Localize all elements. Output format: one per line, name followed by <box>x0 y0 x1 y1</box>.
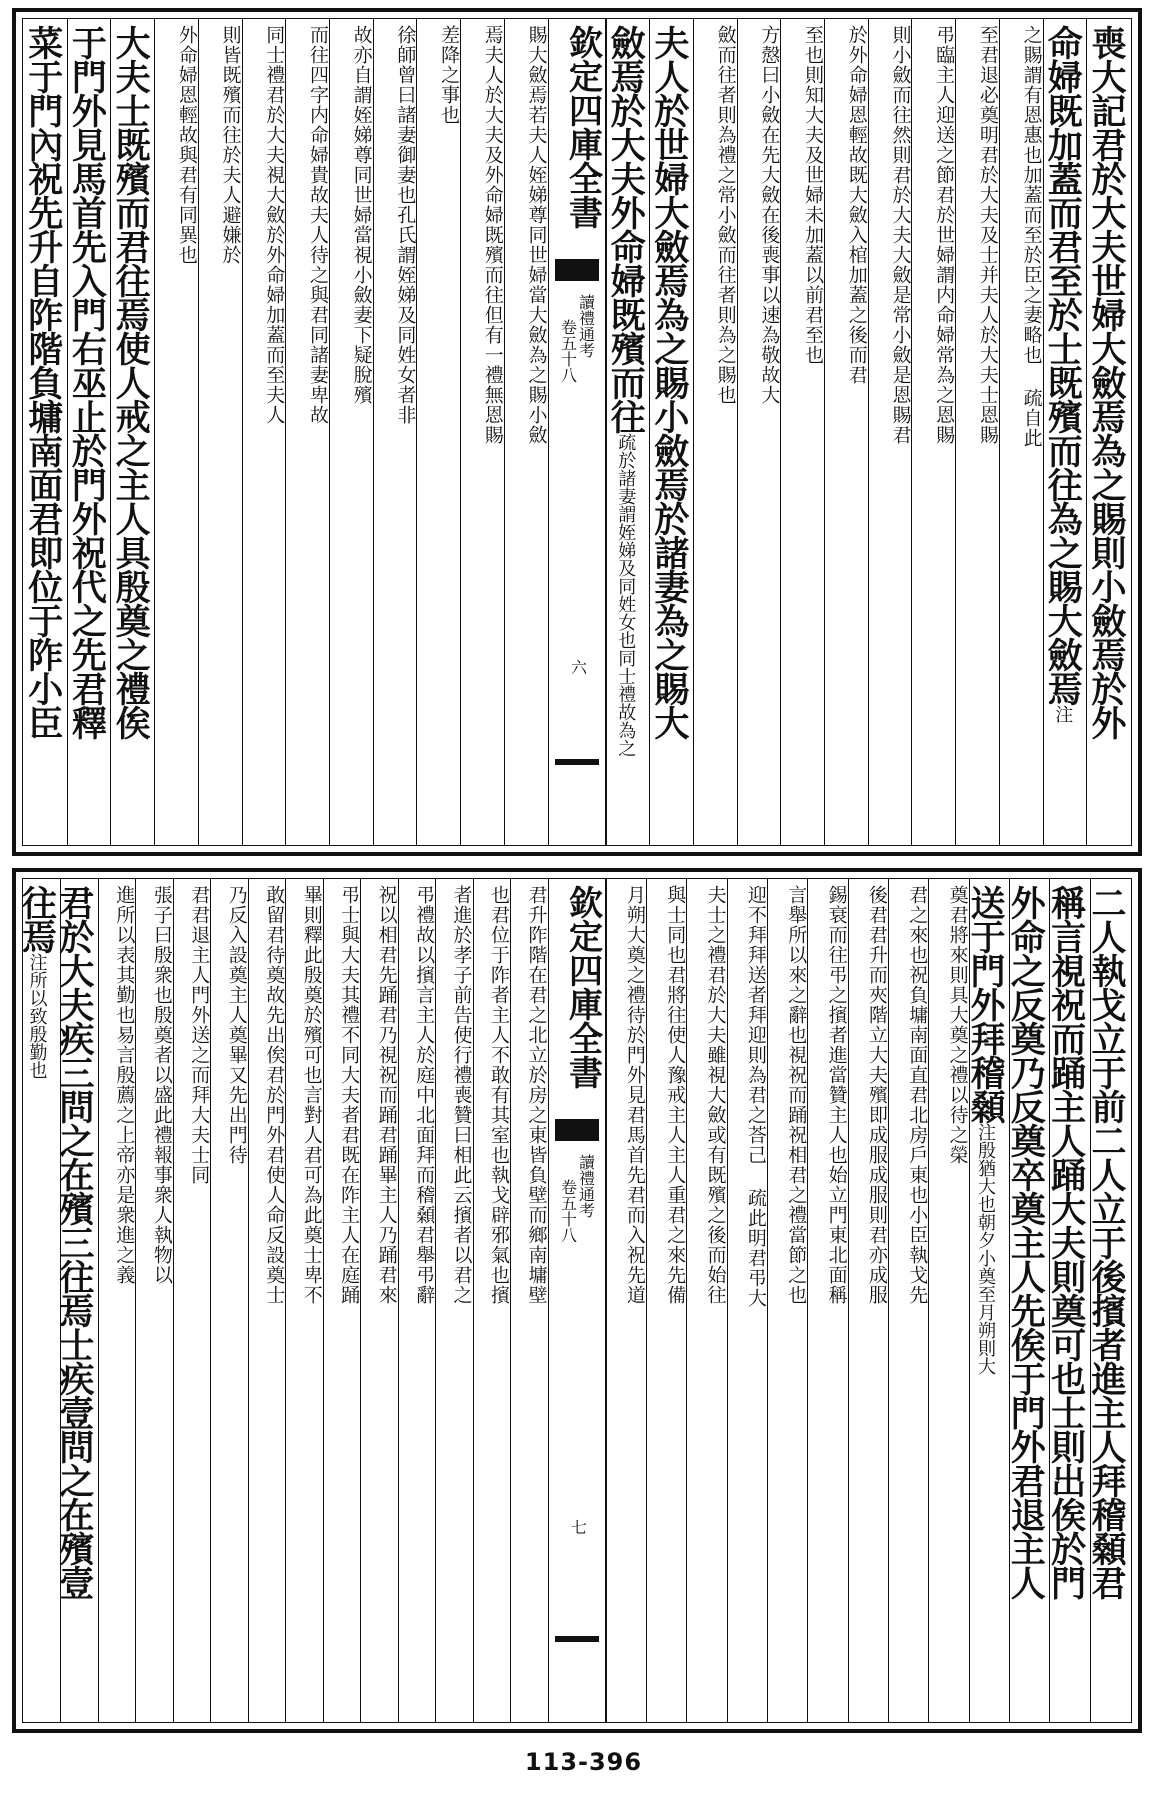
annotation-line: 弔臨主人迎送之節君於世婦謂内命婦常為之恩賜 <box>933 25 956 445</box>
annotation-line: 至君退必奠明君於大夫及士并夫人於大夫士恩賜 <box>976 25 999 445</box>
main-text: 稱言視祝而踊主人踊大夫則奠可也士則出俟於門 <box>1045 885 1087 1599</box>
annotation-line: 也君位于阼者主人不敢有其室也執戈辟邪氣也擯 <box>488 885 511 1305</box>
commentary-column <box>210 879 247 1722</box>
main-text-column <box>1043 19 1087 845</box>
annotation-line: 進所以表其勤也易言殷薦之上帝亦是衆進之義 <box>113 885 136 1285</box>
annotation-line: 君君退主人門外送之而拜大夫士同 <box>188 885 211 1185</box>
commentary-column <box>807 879 847 1722</box>
center-fold-column <box>548 19 606 845</box>
annotation-line: 畢則釋此殷奠於殯可也言對人君可為此奠士卑不 <box>300 885 323 1305</box>
annotation-line: 奠君將來則具大奠之禮以待之榮 <box>946 885 969 1165</box>
lower-page-frame <box>16 878 1132 1723</box>
main-text: 于門外見馬首先入門右巫止於門外祝代之先君釋 <box>66 25 108 739</box>
annotation-line: 祝以相君先踊君乃視祝而踊君踊畢主人乃踊君來 <box>375 885 398 1305</box>
commentary-column <box>360 879 397 1722</box>
annotation-line: 之賜謂有恩惠也加蓋而至於臣之妻略也 疏自此 <box>1020 25 1043 448</box>
annotation-line: 而往四字内命婦貴故夫人待之與君同諸妻卑故 <box>306 25 329 425</box>
commentary-column <box>242 19 286 845</box>
upper-page-panel <box>12 8 1142 856</box>
annotation-line: 乃反入設奠主人奠畢又先出門待 <box>225 885 248 1165</box>
annotation-line: 月朔大奠之禮待於門外見君馬首先君而入祝先道 <box>623 885 646 1305</box>
commentary-column <box>173 879 210 1722</box>
commentary-column <box>473 879 510 1722</box>
main-text-column <box>606 19 650 845</box>
fish-tail-mark-icon <box>555 1119 599 1141</box>
commentary-column <box>646 879 686 1722</box>
main-text: 命婦既加蓋而君至於士既殯而往為之賜大斂焉 <box>1042 25 1084 705</box>
commentary-column <box>737 19 781 845</box>
commentary-column <box>285 19 329 845</box>
main-text-column <box>1086 19 1130 845</box>
commentary-column <box>416 19 460 845</box>
commentary-column <box>510 879 547 1722</box>
commentary-column <box>693 19 737 845</box>
commentary-column <box>686 879 726 1722</box>
main-text: 菜于門內祝先升自阼階負墉南面君即位于阼小臣 <box>22 25 64 739</box>
annotation-line: 迎不拜拜送者拜迎則為君之荅己 疏此明君弔大 <box>744 885 767 1308</box>
main-text: 夫人於世婦大斂焉為之賜小斂焉於諸妻為之賜大 <box>648 25 690 739</box>
main-text-column <box>53 879 97 1722</box>
inline-annotation: 注所以致殷勤也 <box>26 953 48 1079</box>
main-text: 君於大夫疾三問之在殯三往焉士疾壹問之在殯壹 <box>53 885 95 1599</box>
leaf-number: 六 <box>568 659 588 675</box>
center-fold-column <box>548 879 606 1722</box>
annotation-line: 差降之事也 <box>438 25 461 125</box>
upper-page-frame <box>22 18 1132 846</box>
annotation-line: 同士禮君於大夫視大斂於外命婦加蓋而至夫人 <box>263 25 286 425</box>
annotation-line: 者進於孝子前告使行禮喪贊曰相此云擯者以君之 <box>450 885 473 1305</box>
commentary-column <box>435 879 472 1722</box>
annotation-line: 外命婦恩輕故與君有同異也 <box>175 25 198 265</box>
commentary-column <box>504 19 548 845</box>
annotation-line: 言舉所以來之辭也視祝而踊祝相君之禮當節之也 <box>785 885 808 1305</box>
commentary-column <box>373 19 417 845</box>
main-text-column <box>16 879 60 1722</box>
commentary-column <box>398 879 435 1722</box>
commentary-column <box>606 879 646 1722</box>
commentary-column <box>460 19 504 845</box>
lower-fish-tail-mark-icon <box>555 1636 599 1642</box>
commentary-column <box>248 879 285 1722</box>
annotation-line: 於外命婦恩輕故既大斂入棺加蓋之後而君 <box>845 25 868 385</box>
commentary-column <box>767 879 807 1722</box>
main-text-column <box>649 19 693 845</box>
volume-label: 卷五十八 <box>558 319 578 383</box>
annotation-line: 君升阼階在君之北立於房之東皆負壁而鄉南墉壁 <box>525 885 548 1305</box>
book-title: 讀禮通考 <box>576 1154 596 1218</box>
fish-tail-mark-icon <box>555 259 599 281</box>
commentary-column <box>955 19 999 845</box>
main-text: 大夫士既殯而君往焉使人戒之主人具殷奠之禮俟 <box>110 25 152 739</box>
commentary-column <box>329 19 373 845</box>
commentary-column <box>911 19 955 845</box>
library-title: 欽定四庫全書 <box>562 885 603 1089</box>
lower-fish-tail-mark-icon <box>555 759 599 765</box>
main-text: 外命之反奠乃反奠卒奠主人先俟于門外君退主人 <box>1005 885 1047 1599</box>
annotation-line: 則皆既殯而往於夫人避嫌於 <box>219 25 242 265</box>
library-title: 欽定四庫全書 <box>562 25 603 229</box>
annotation-line: 至也則知大夫及世婦未加蓋以前君至也 <box>802 25 825 365</box>
commentary-column <box>323 879 360 1722</box>
annotation-line: 張子曰殷衆也殷奠者以盛此禮報事衆人執物以 <box>150 885 173 1285</box>
main-text-column <box>23 19 67 845</box>
annotation-line: 則小斂而往然則君於大夫大斂是常小斂是恩賜君 <box>889 25 912 445</box>
commentary-column <box>868 19 912 845</box>
leaf-number: 七 <box>568 1519 588 1535</box>
book-title: 讀禮通考 <box>576 294 596 358</box>
annotation-line: 君之來也祝負墉南面直君北房戶東也小臣執戈先 <box>906 885 929 1305</box>
commentary-column <box>135 879 172 1722</box>
main-text: 二人執戈立于前二人立于後擯者進主人拜稽顙君 <box>1085 885 1127 1599</box>
annotation-line: 賜大斂焉若夫人姪娣尊同世婦當大斂為之賜小斂 <box>525 25 548 445</box>
main-text-column <box>1045 879 1089 1722</box>
commentary-column <box>727 879 767 1722</box>
commentary-column <box>888 879 928 1722</box>
commentary-column <box>154 19 198 845</box>
inline-annotation: 疏於諸妻謂姪娣及同姓女也同士禮故為之 <box>615 433 637 757</box>
main-text-column <box>67 19 111 845</box>
annotation-line: 弔士與大夫其禮不同大夫者君既在阼主人在庭踊 <box>338 885 361 1305</box>
annotation-line: 夫士之禮君於大夫雖視大斂或有既殯之後而始往 <box>704 885 727 1305</box>
annotation-line: 後君君升而夾階立大夫殯即成服成服則君亦成服 <box>865 885 888 1305</box>
inline-annotation: 注殷猶大也朝夕小奠至月朔則大 <box>974 1123 996 1375</box>
annotation-line: 弔禮故以擯言主人於庭中北面拜而稽顙君舉弔辭 <box>413 885 436 1305</box>
main-text-column <box>1085 879 1130 1722</box>
annotation-line: 斂而往者則為禮之常小斂而往者則為之賜也 <box>714 25 737 405</box>
commentary-column <box>999 19 1043 845</box>
main-text-column <box>1005 879 1049 1722</box>
commentary-column <box>285 879 322 1722</box>
commentary-column <box>780 19 824 845</box>
lower-page-panel <box>12 868 1142 1733</box>
commentary-column <box>824 19 868 845</box>
annotation-line: 徐師曾曰諸妻御妻也孔氏謂姪娣及同姓女者非 <box>394 25 417 425</box>
annotation-line: 敢留君待奠故先出俟君於門外君使人命反設奠士 <box>263 885 286 1305</box>
main-text: 送于門外拜稽顙 <box>964 885 1006 1123</box>
main-text-column <box>110 19 154 845</box>
main-text-column <box>964 879 1009 1722</box>
annotation-line: 與士同也君將往使人豫戒主人主人重君之來先備 <box>664 885 687 1305</box>
inline-annotation: 注 <box>1052 705 1074 723</box>
commentary-column <box>98 879 135 1722</box>
main-text: 喪大記君於大夫世婦大斂焉為之賜則小斂焉於外 <box>1085 25 1127 739</box>
commentary-column <box>848 879 888 1722</box>
annotation-line: 故亦自謂姪娣尊同世婦當視小斂妻下疑脫殯 <box>350 25 373 405</box>
commentary-column <box>928 879 968 1722</box>
annotation-line: 焉夫人於大夫及外命婦既殯而往但有一禮無恩賜 <box>481 25 504 445</box>
annotation-line: 錫衰而往弔之擯者進當贊主人也始立門東北面稱 <box>825 885 848 1305</box>
main-text: 往焉 <box>16 885 58 953</box>
main-text: 斂焉於大夫外命婦既殯而往 <box>605 25 647 433</box>
page-number: 113-396 <box>524 1748 643 1776</box>
annotation-line: 方慤曰小斂在先大斂在後喪事以速為敬故大 <box>758 25 781 405</box>
commentary-column <box>198 19 242 845</box>
volume-label: 卷五十八 <box>558 1179 578 1243</box>
